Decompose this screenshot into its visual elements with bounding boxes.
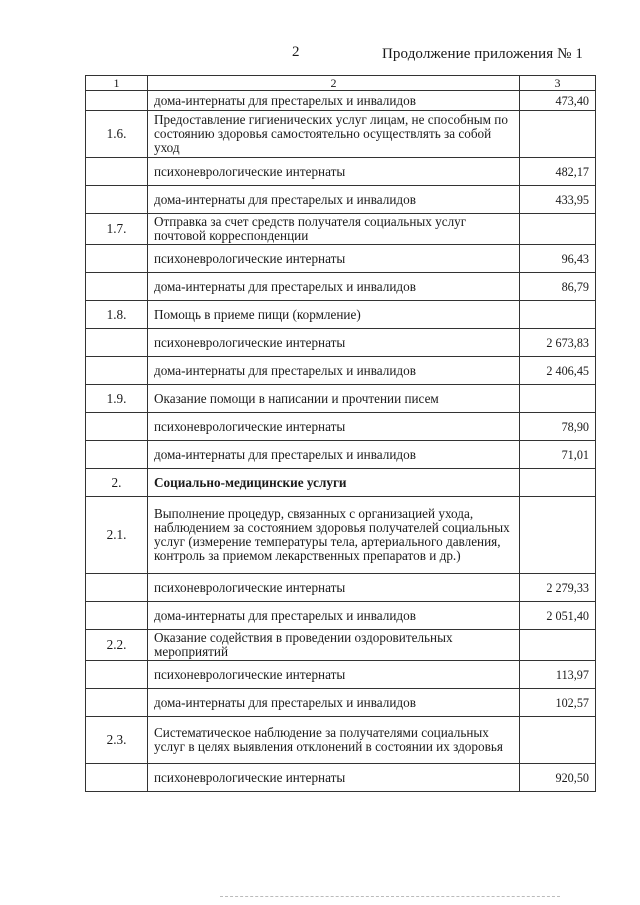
service-description: психоневрологические интернаты <box>148 661 520 689</box>
table-row <box>86 441 596 469</box>
service-description: Оказание содействия в проведении оздоровительных мероприятий <box>148 630 520 661</box>
item-number: 2.1. <box>86 497 148 574</box>
item-number: 1.9. <box>86 385 148 413</box>
service-description: Отправка за счет средств получателя социальных услуг почтовой корреспонденции <box>148 214 520 245</box>
table-row <box>86 602 596 630</box>
service-description: психоневрологические интернаты <box>148 329 520 357</box>
tariff-value <box>520 497 596 574</box>
service-description: Систематическое наблюдение за получателями социальных услуг в целях выявления отклонений в состоянии их здоровья <box>148 717 520 764</box>
table-row <box>86 186 596 214</box>
table-row <box>86 329 596 357</box>
column-header: 3 <box>520 76 596 91</box>
tariff-value: 96,43 <box>520 245 596 273</box>
service-description: психоневрологические интернаты <box>148 764 520 792</box>
item-number <box>86 91 148 111</box>
tariff-value: 2 279,33 <box>520 574 596 602</box>
tariff-value <box>520 214 596 245</box>
item-number: 1.6. <box>86 111 148 158</box>
table-row <box>86 469 596 497</box>
tariff-value: 920,50 <box>520 764 596 792</box>
tariff-value: 473,40 <box>520 91 596 111</box>
tariff-value: 71,01 <box>520 441 596 469</box>
table-row <box>86 357 596 385</box>
service-description: Выполнение процедур, связанных с организацией ухода, наблюдением за состоянием здоровья получателей социальных услуг (измерение температуры тела, артериального давления, контроль за приемом лекарственных препаратов и др.) <box>148 497 520 574</box>
item-number <box>86 357 148 385</box>
table-row <box>86 689 596 717</box>
tariff-value: 102,57 <box>520 689 596 717</box>
tariff-value: 2 051,40 <box>520 602 596 630</box>
service-description: Социально-медицинские услуги <box>148 469 520 497</box>
table-row <box>86 214 596 245</box>
tariff-value: 113,97 <box>520 661 596 689</box>
appendix-reference: Продолжение приложения № 1 <box>382 46 583 62</box>
item-number <box>86 245 148 273</box>
tariff-value <box>520 630 596 661</box>
service-description: дома-интернаты для престарелых и инвалидов <box>148 273 520 301</box>
service-description: дома-интернаты для престарелых и инвалидов <box>148 91 520 111</box>
service-description: дома-интернаты для престарелых и инвалидов <box>148 602 520 630</box>
item-number: 1.7. <box>86 214 148 245</box>
table-row <box>86 111 596 158</box>
table-row <box>86 764 596 792</box>
table-row <box>86 273 596 301</box>
item-number <box>86 413 148 441</box>
tariff-value <box>520 717 596 764</box>
tariff-value: 433,95 <box>520 186 596 214</box>
table-row <box>86 385 596 413</box>
service-description: дома-интернаты для престарелых и инвалидов <box>148 689 520 717</box>
item-number <box>86 273 148 301</box>
service-description: Предоставление гигиенических услуг лицам, не способным по состоянию здоровья самостоятельно осуществлять за собой уход <box>148 111 520 158</box>
service-description: Помощь в приеме пищи (кормление) <box>148 301 520 329</box>
item-number <box>86 186 148 214</box>
service-description: психоневрологические интернаты <box>148 413 520 441</box>
table-row <box>86 630 596 661</box>
service-description: психоневрологические интернаты <box>148 245 520 273</box>
table-row <box>86 497 596 574</box>
item-number <box>86 329 148 357</box>
table-row <box>86 574 596 602</box>
table-row <box>86 301 596 329</box>
tariff-table <box>85 75 596 792</box>
service-description: психоневрологические интернаты <box>148 158 520 186</box>
tariff-value: 78,90 <box>520 413 596 441</box>
item-number: 2.2. <box>86 630 148 661</box>
tariff-value: 482,17 <box>520 158 596 186</box>
tariff-value: 2 673,83 <box>520 329 596 357</box>
table-row <box>86 717 596 764</box>
tariff-value: 86,79 <box>520 273 596 301</box>
footer-marks <box>220 896 560 899</box>
table-row <box>86 661 596 689</box>
tariff-value <box>520 385 596 413</box>
item-number: 1.8. <box>86 301 148 329</box>
item-number <box>86 158 148 186</box>
item-number <box>86 441 148 469</box>
table-row <box>86 245 596 273</box>
service-description: психоневрологические интернаты <box>148 574 520 602</box>
item-number <box>86 574 148 602</box>
item-number: 2. <box>86 469 148 497</box>
service-description: Оказание помощи в написании и прочтении писем <box>148 385 520 413</box>
item-number: 2.3. <box>86 717 148 764</box>
item-number <box>86 602 148 630</box>
table-row <box>86 91 596 111</box>
tariff-value <box>520 111 596 158</box>
item-number <box>86 661 148 689</box>
column-header: 2 <box>148 76 520 91</box>
table-row <box>86 158 596 186</box>
page-number: 2 <box>292 44 300 60</box>
service-description: дома-интернаты для престарелых и инвалидов <box>148 357 520 385</box>
item-number <box>86 764 148 792</box>
table-row <box>86 413 596 441</box>
tariff-value <box>520 301 596 329</box>
service-description: дома-интернаты для престарелых и инвалидов <box>148 186 520 214</box>
item-number <box>86 689 148 717</box>
table-header-row <box>86 76 596 91</box>
service-description: дома-интернаты для престарелых и инвалидов <box>148 441 520 469</box>
tariff-value: 2 406,45 <box>520 357 596 385</box>
column-header: 1 <box>86 76 148 91</box>
tariff-value <box>520 469 596 497</box>
